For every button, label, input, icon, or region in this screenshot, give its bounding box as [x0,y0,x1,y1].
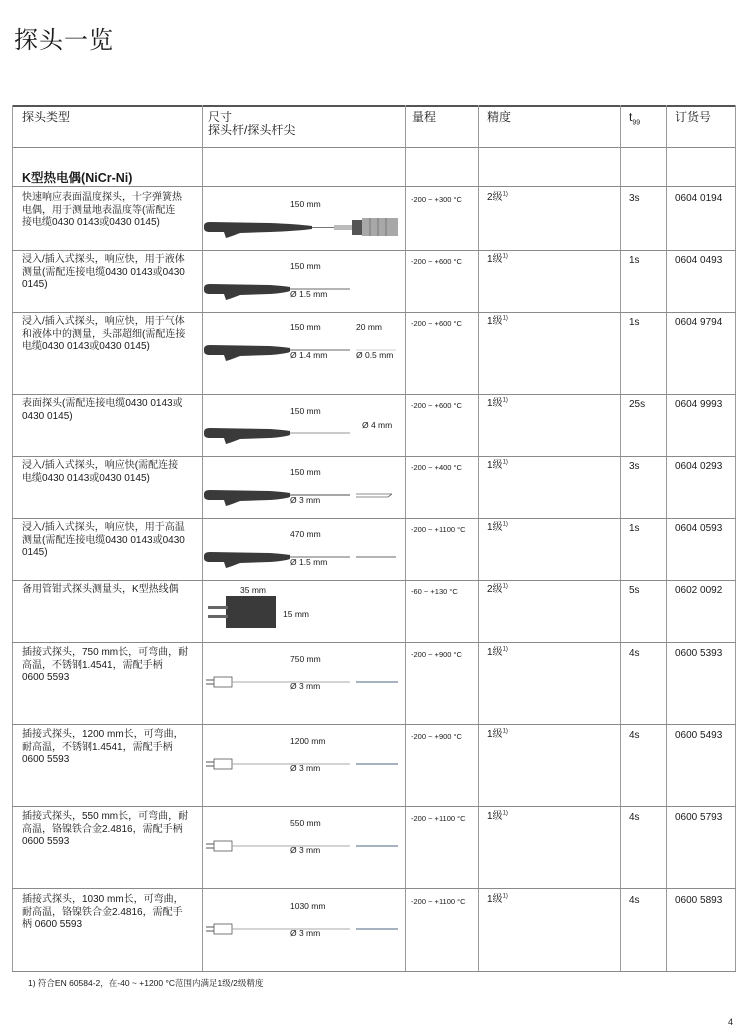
row-accuracy: 1级$^{1)}$ [487,728,508,740]
probe-illustration [200,530,404,590]
row-range: -200 ~ +1100 °C [411,897,466,906]
row-desc: 插接式探头，550 mm长，可弯曲，耐 高温，铬镍铁合金2.4816，需配手柄 0600 5593 [22,811,189,847]
row-accuracy: 1级$^{1)}$ [487,810,508,822]
dim-length: 150 mm [290,322,321,332]
row-t99: 4s [629,895,640,906]
dim-diameter: Ø 1.4 mm [290,350,328,360]
row-t99: 3s [629,461,640,472]
header-order: 订货号 [675,110,712,124]
page-title: 探头一览 [14,27,114,54]
probe-illustration [200,819,404,879]
row-t99: 1s [629,523,640,534]
dim-length: 150 mm [290,261,321,271]
probe-illustration [200,655,404,715]
dim-length: 150 mm [290,467,321,477]
row-t99: 1s [629,317,640,328]
row-accuracy: 1级$^{1)}$ [487,397,508,409]
header-range: 量程 [412,110,437,124]
row-desc: 插接式探头，1030 mm长，可弯曲， 耐高温，铬镍铁合金2.4816，需配手 柄 0600 5593 [22,894,184,930]
row-range: -200 ~ +600 °C [411,401,462,410]
header-size: 尺寸 探头杆/探头杆尖 [208,110,296,137]
row-range: -60 ~ +130 °C [411,587,458,596]
dim-diameter: Ø 3 mm [290,845,321,855]
row-order: 0604 0593 [675,523,723,534]
dim-length: 470 mm [290,529,321,539]
dim-diameter: Ø 3 mm [290,763,321,773]
probe-illustration [200,737,404,797]
row-desc: 插接式探头，750 mm长，可弯曲，耐 高温，不锈钢1.4541，需配手柄 0600 5593 [22,647,189,683]
row-order: 0604 0493 [675,255,723,266]
probe-illustration [200,200,404,260]
dim-tip-diameter: Ø 0.5 mm [356,350,394,360]
row-t99: 4s [629,730,640,741]
row-t99: 4s [629,812,640,823]
row-desc: 表面探头(需配连接电缆0430 0143或 0430 0145) [22,398,183,422]
row-desc: 浸入/插入式探头，响应快，用于液体 测量(需配连接电缆0430 0143或0430 0145) [22,254,185,290]
dim-diameter: Ø 3 mm [290,495,321,505]
row-order: 0600 5393 [675,648,723,659]
dim-diameter: Ø 1.5 mm [290,557,328,567]
row-accuracy: 2级$^{1)}$ [487,191,508,203]
row-desc: 插接式探头，1200 mm长，可弯曲， 耐高温，不锈钢1.4541，需配手柄 0600 5593 [22,729,184,765]
row-desc: 快速响应表面温度探头，十字弹簧热 电偶，用于测量地表温度等(需配连 接电缆0430 0143或0430 0145) [22,192,182,228]
row-range: -200 ~ +900 °C [411,650,462,659]
probe-illustration [200,406,404,466]
header-type: 探头类型 [22,110,71,124]
row-range: -200 ~ +600 °C [411,319,462,328]
row-range: -200 ~ +1100 °C [411,814,466,823]
probe-illustration [200,902,404,962]
dim-length: 550 mm [290,818,321,828]
dim-tip-length: 20 mm [356,322,382,332]
row-t99: 4s [629,648,640,659]
row-desc: 浸入/插入式探头，响应快(需配连接 电缆0430 0143或0430 0145) [22,460,179,484]
row-range: -200 ~ +900 °C [411,732,462,741]
row-desc: 浸入/插入式探头，响应快，用于气体 和液体中的测量，头部超细(需配连接 电缆0430 0143或0430 0145) [22,316,186,352]
row-t99: 25s [629,399,646,410]
row-range: -200 ~ +600 °C [411,257,462,266]
header-accuracy: 精度 [487,110,512,124]
row-order: 0604 0194 [675,193,723,204]
row-accuracy: 1级$^{1)}$ [487,253,508,265]
row-order: 0602 0092 [675,585,723,596]
row-accuracy: 2级$^{1)}$ [487,583,508,595]
row-order: 0600 5493 [675,730,723,741]
probe-illustration [200,468,404,528]
probe-illustration [200,262,404,322]
row-desc: 备用管钳式探头测量头，K型热线偶 [22,584,179,595]
dim-length: 1030 mm [290,901,326,911]
dim-width: 35 mm [240,585,266,595]
header-t99: $t_{99}$ [629,110,641,127]
dim-diameter: Ø 4 mm [362,420,393,430]
row-order: 0604 0293 [675,461,723,472]
footnote: 1) 符合EN 60584-2，在-40 ~ +1200 °C范围内满足1级/2级精度 [28,978,264,988]
row-range: -200 ~ +1100 °C [411,525,466,534]
row-t99: 3s [629,193,640,204]
row-order: 0604 9993 [675,399,723,410]
dim-length: 1200 mm [290,736,326,746]
row-accuracy: 1级$^{1)}$ [487,521,508,533]
row-t99: 1s [629,255,640,266]
row-range: -200 ~ +300 °C [411,195,462,204]
row-range: -200 ~ +400 °C [411,463,462,472]
row-desc: 浸入/插入式探头，响应快，用于高温 测量(需配连接电缆0430 0143或0430 0145) [22,522,185,558]
dim-length: 150 mm [290,406,321,416]
row-accuracy: 1级$^{1)}$ [487,315,508,327]
row-accuracy: 1级$^{1)}$ [487,893,508,905]
probe-illustration [200,323,404,383]
dim-height: 15 mm [283,609,309,619]
dim-length: 150 mm [290,199,321,209]
row-order: 0604 9794 [675,317,723,328]
row-accuracy: 1级$^{1)}$ [487,459,508,471]
row-order: 0600 5893 [675,895,723,906]
page-number: 4 [728,1017,734,1027]
row-accuracy: 1级$^{1)}$ [487,646,508,658]
clamp-head-illustration [204,594,284,630]
row-t99: 5s [629,585,640,596]
dim-diameter: Ø 1.5 mm [290,289,328,299]
dim-diameter: Ø 3 mm [290,681,321,691]
section-heading: K型热电偶(NiCr-Ni) [22,171,133,185]
row-order: 0600 5793 [675,812,723,823]
dim-diameter: Ø 3 mm [290,928,321,938]
dim-length: 750 mm [290,654,321,664]
